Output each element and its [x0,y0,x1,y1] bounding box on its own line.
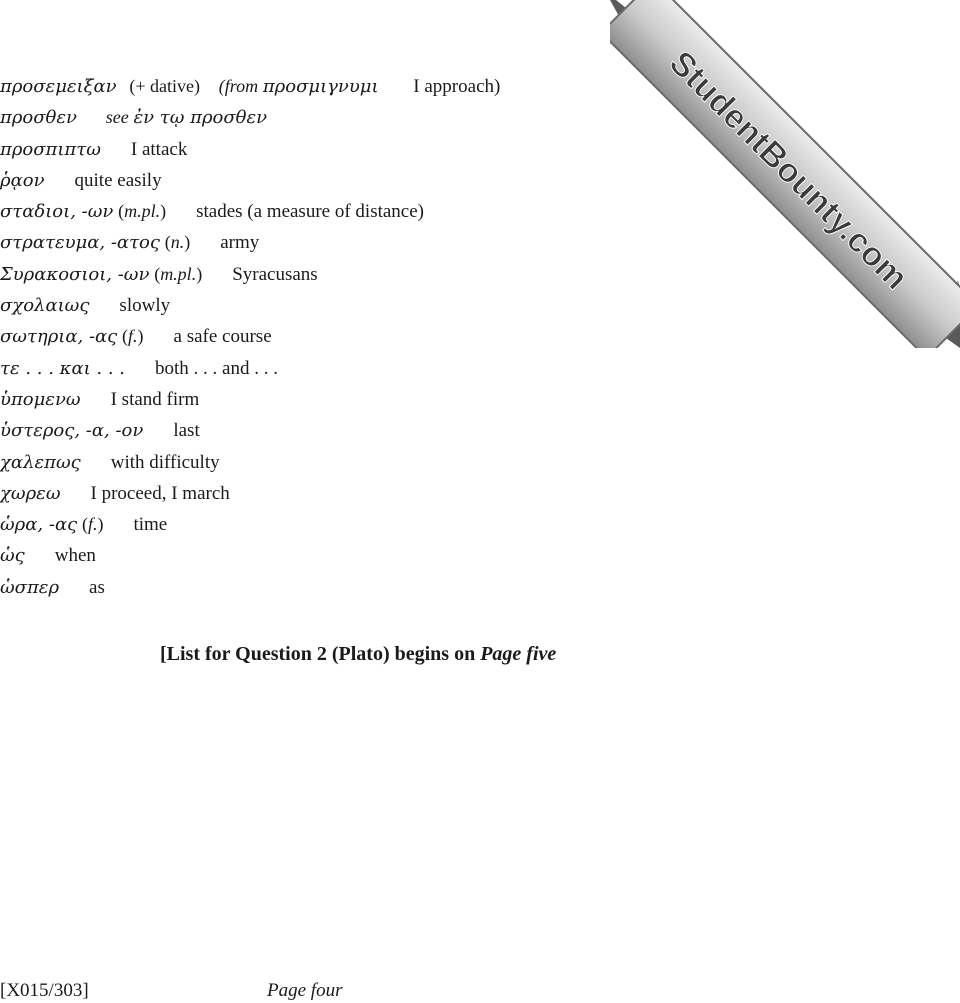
greek-word: προσθεν [0,107,77,129]
english-gloss: a safe course [173,326,272,348]
english-gloss: last [173,420,200,442]
continuation-note [160,643,556,666]
watermark-text: StudentBounty.com [661,43,916,298]
english-gloss: both . . . and . . . [155,357,278,379]
vocab-entry: στρατευμα, -ατος (n.) army [0,232,260,254]
vocab-entry [0,165,500,196]
vocab-entry [0,290,500,321]
english-gloss: Syracusans [232,263,318,285]
english-gloss: I approach) [413,76,501,97]
watermark-ribbon [610,0,960,348]
vocabulary-list [0,71,500,603]
english-gloss: quite easily [74,169,162,191]
page-number: Page four [267,980,343,1001]
vocab-entry [0,353,500,384]
grammar-note: f. [87,514,98,535]
vocab-entry [0,540,500,571]
greek-word: ῥᾳον [0,169,45,191]
greek-word: σταδιοι, -ων [0,201,114,223]
see-label: see [105,107,129,128]
vocab-entry [0,134,500,165]
greek-word: χωρεω [0,482,61,504]
english-gloss: army [220,232,260,254]
grammar-note: f. [128,326,138,347]
greek-word: ὡσπερ [0,576,60,598]
english-gloss: stades (a measure of distance) [196,201,424,223]
greek-word: σχολαιως [0,295,90,317]
english-gloss: with difficulty [110,451,220,473]
greek-word: προσεμειξαν [0,76,117,97]
greek-word: στρατευμα, -ατος [0,232,160,254]
note-page-reference: Page five [480,643,557,665]
english-gloss: time [133,514,168,536]
english-gloss: I attack [130,138,188,160]
greek-word: ὑστερος, -α, -ον [0,420,144,442]
greek-word: ὡρα, -ας [0,514,78,536]
vocab-entry: ὡρα, -ας (f.) time [0,514,168,536]
english-gloss: when [54,545,96,567]
paper-code: [X015/303] [0,980,89,1001]
grammar-note: m.pl. [160,263,197,284]
vocab-entry [0,384,500,415]
greek-word: χαλεπως [0,451,81,473]
greek-word: Συρακοσιοι, -ων [0,263,150,285]
vocab-entry [0,572,500,603]
vocab-entry: σταδιοι, -ων (m.pl.) stades (a measure of distance) [0,201,424,223]
vocab-entry [0,71,500,102]
greek-cross-reference: ἐν τῳ προσθεν [133,107,268,129]
greek-word: τε . . . και . . . [0,357,126,379]
greek-word: σωτηρια, -ας [0,326,118,348]
english-gloss: as [89,576,105,598]
english-gloss: slowly [119,295,171,317]
grammar-note: (+ dative) [129,76,200,96]
vocab-entry [0,447,500,478]
vocab-entry [0,415,500,446]
greek-word: ὑπομενω [0,388,81,410]
english-gloss: I proceed, I march [90,482,230,504]
ribbon-band [610,0,960,348]
grammar-note: m.pl. [124,201,161,222]
note-text: [List for Question 2 (Plato) begins on [160,643,476,665]
vocab-entry [0,478,500,509]
greek-word: ὡς [0,545,25,567]
english-gloss: I stand firm [110,388,200,410]
vocab-entry: σωτηρια, -ας (f.) a safe course [0,326,272,348]
vocab-entry [0,102,500,133]
greek-word: προσπιπτω [0,138,101,160]
greek-source-word: προσμιγνυμι [262,76,379,97]
vocab-entry: Συρακοσιοι, -ων (m.pl.) Syracusans [0,263,318,285]
grammar-note: n. [170,232,185,253]
from-label: (from [218,76,259,96]
